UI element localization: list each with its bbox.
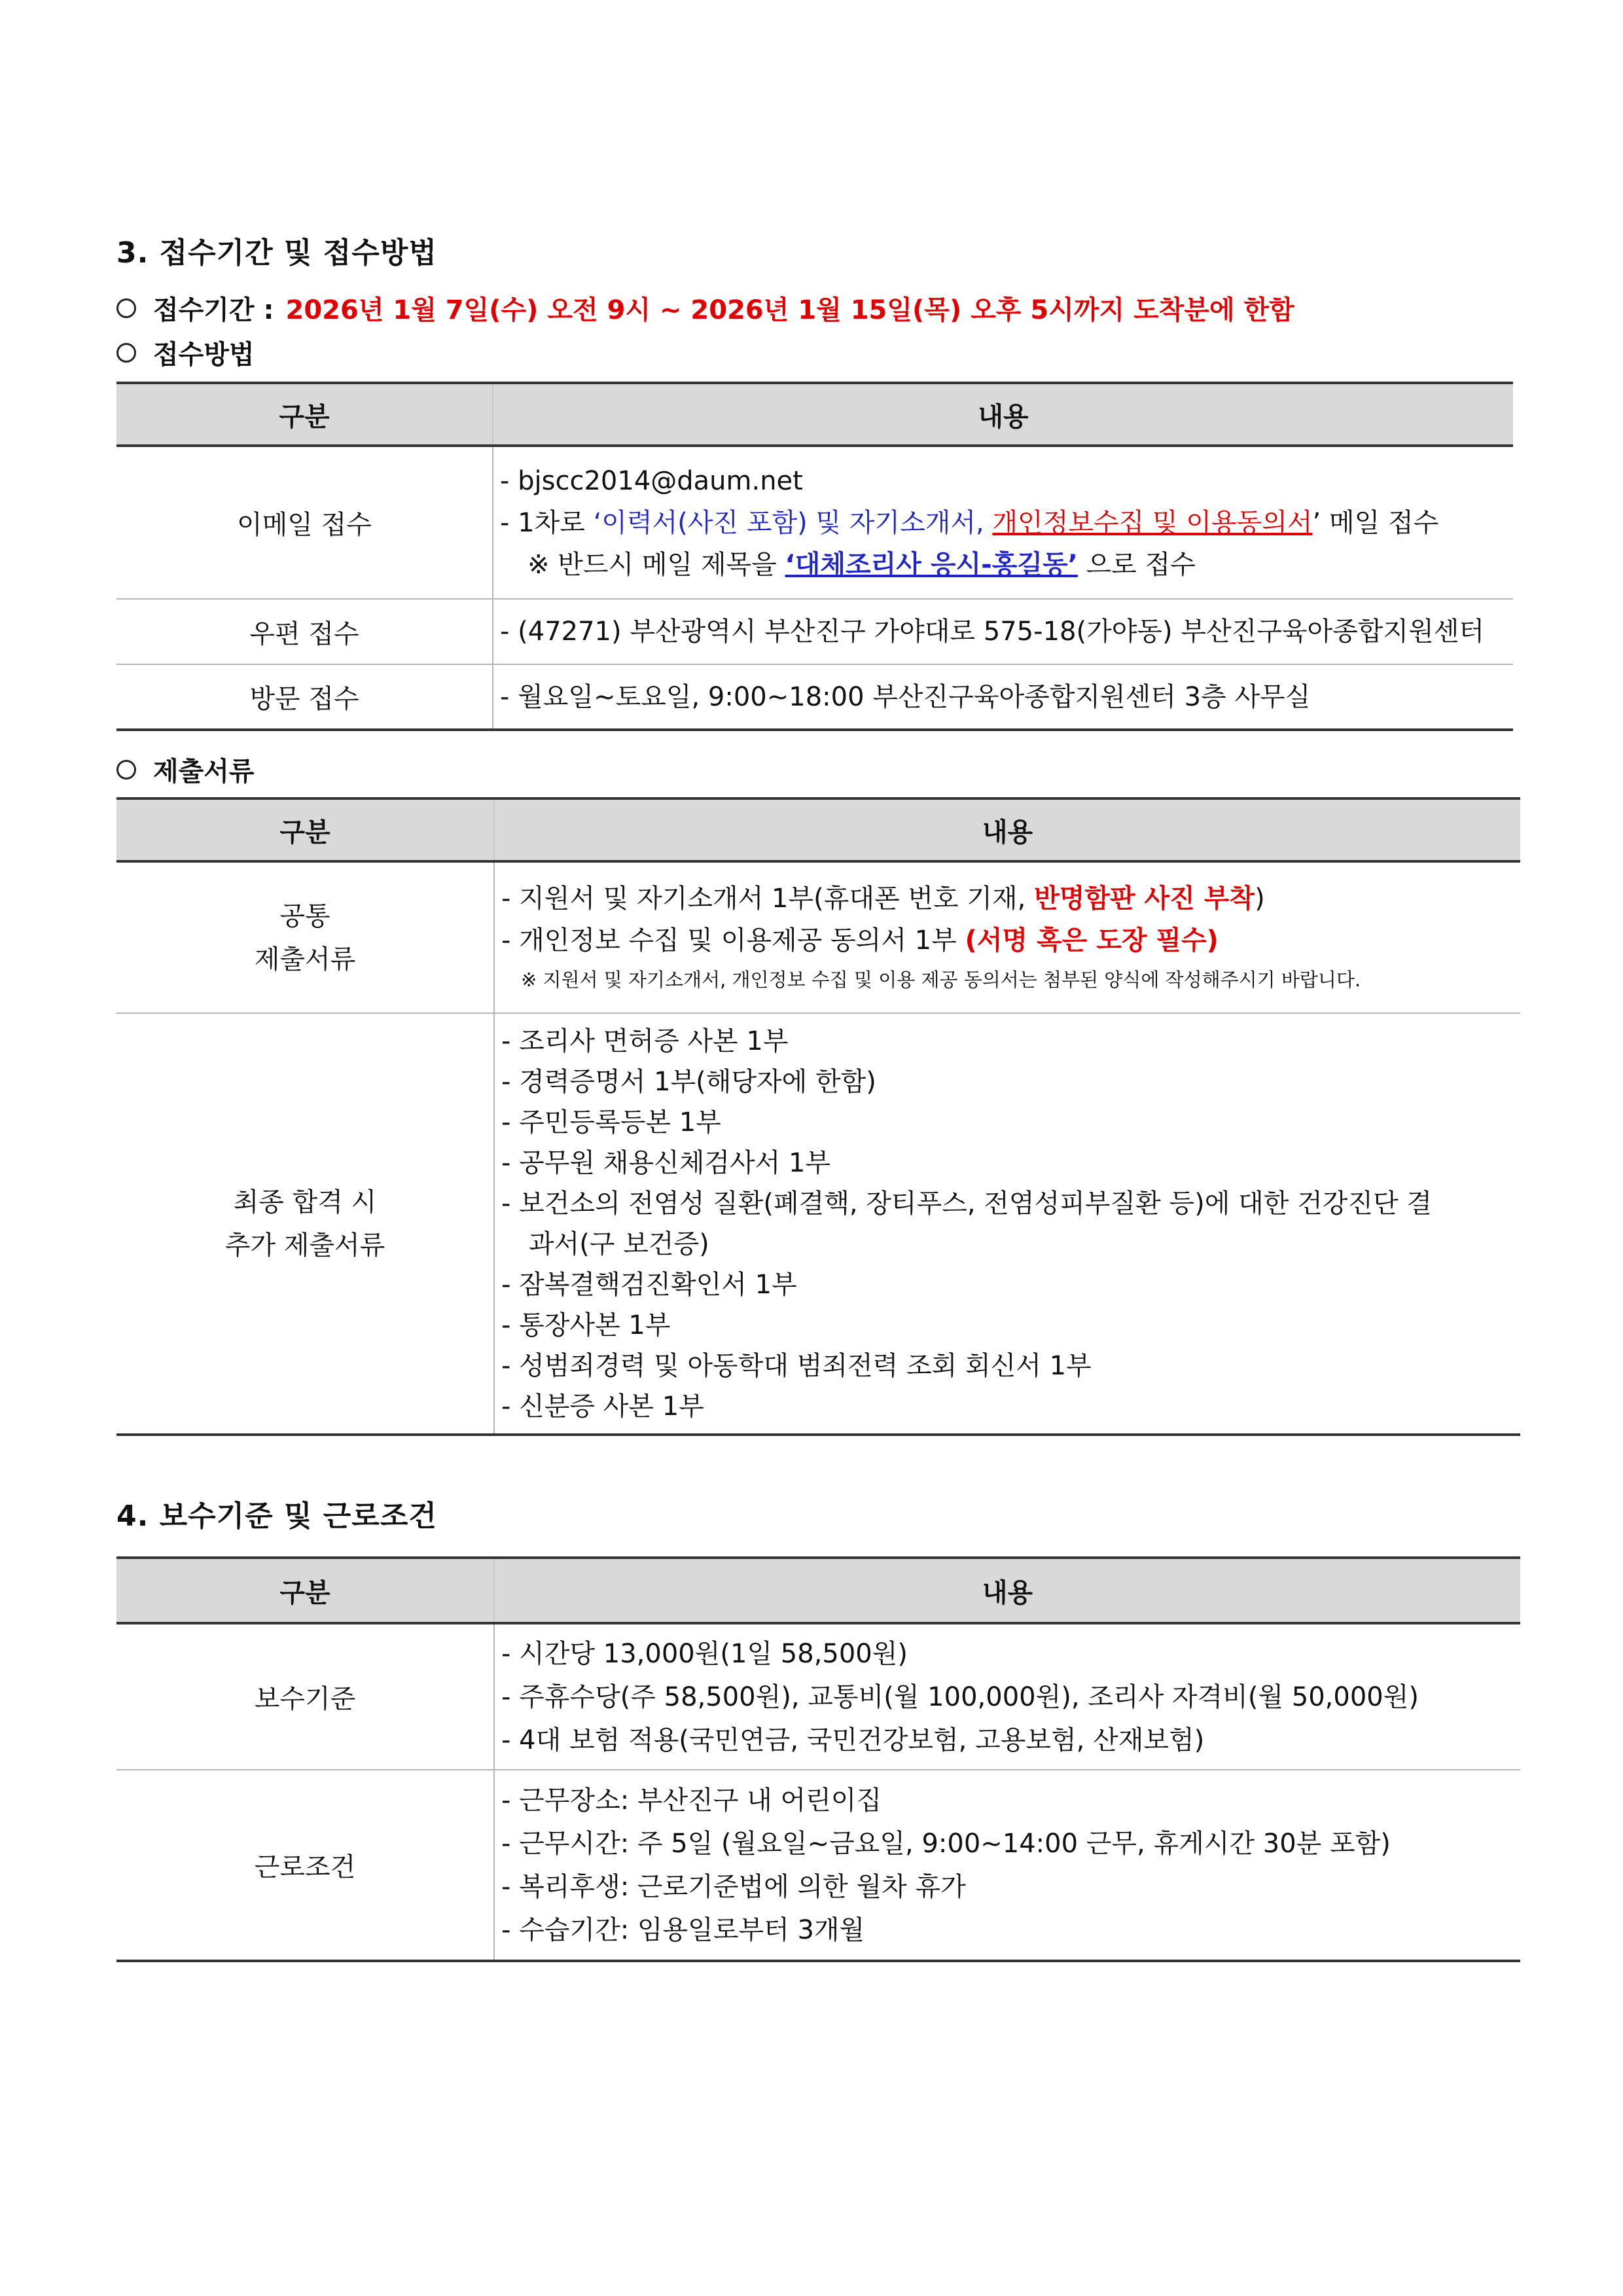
header-content: 내용 <box>494 1558 1520 1623</box>
documents-table <box>116 797 1520 1436</box>
pay-content <box>494 1623 1520 1770</box>
table-row <box>116 446 1513 599</box>
table-header-row <box>116 383 1513 446</box>
final-doc-item: - 신분증 사본 1부 <box>501 1391 704 1422</box>
circle-bullet-icon <box>116 343 136 363</box>
work-item: - 근무장소: 부산진구 내 어린이집 <box>501 1785 882 1816</box>
final-doc-item: - 통장사본 1부 <box>501 1310 671 1340</box>
header-category: 구분 <box>116 383 493 446</box>
table-row <box>116 1013 1520 1435</box>
table-row <box>116 1770 1520 1961</box>
common-doc-item: - 개인정보 수집 및 이용제공 동의서 1부 (서명 혹은 도장 필수) <box>501 925 1219 956</box>
final-doc-item: - 경력증명서 1부(해당자에 한함) <box>501 1066 876 1097</box>
reception-method-table <box>116 382 1513 731</box>
work-item: - 근무시간: 주 5일 (월요일~금요일, 9:00~14:00 근무, 휴게시간 30분 포함) <box>501 1828 1391 1859</box>
common-docs-label: 공통 제출서류 <box>116 861 494 1013</box>
final-doc-item-continued: 과서(구 보건증) <box>529 1229 709 1259</box>
final-docs-label: 최종 합격 시 추가 제출서류 <box>116 1013 494 1435</box>
post-content: - (47271) 부산광역시 부산진구 가야대로 575-18(가야동) 부산진구육아종합지원센터 <box>493 599 1513 664</box>
post-label: 우편 접수 <box>116 599 493 664</box>
work-content <box>494 1770 1520 1961</box>
pay-conditions-table <box>116 1556 1520 1962</box>
table-row <box>116 1623 1520 1770</box>
header-category: 구분 <box>116 1558 494 1623</box>
final-doc-item: - 잠복결핵검진확인서 1부 <box>501 1269 797 1300</box>
documents-label: 제출서류 <box>153 757 255 787</box>
pay-item: - 주휴수당(주 58,500원), 교통비(월 100,000원), 조리사 자격비(월 50,000원) <box>501 1681 1419 1712</box>
final-docs-content <box>494 1013 1520 1435</box>
table-header-row <box>116 1558 1520 1623</box>
email-instruction: - 1차로 ‘이력서(사진 포함) 및 자기소개서, 개인정보수집 및 이용동의서’ 메일 접수 <box>500 507 1439 538</box>
table-row <box>116 599 1513 664</box>
pay-item: - 4대 보험 적용(국민연금, 국민건강보험, 고용보험, 산재보험) <box>501 1725 1205 1755</box>
header-content: 내용 <box>493 383 1513 446</box>
section-3-title: 3. 접수기간 및 접수방법 <box>116 236 437 270</box>
work-item: - 복리후생: 근로기준법에 의한 월차 휴가 <box>501 1871 966 1902</box>
final-doc-item: - 성범죄경력 및 아동학대 범죄전력 조회 회신서 1부 <box>501 1350 1092 1381</box>
section-4-title: 4. 보수기준 및 근로조건 <box>116 1499 437 1533</box>
table-row <box>116 664 1513 730</box>
circle-bullet-icon <box>116 298 136 318</box>
documents-line <box>116 751 255 788</box>
final-doc-item: - 주민등록등본 1부 <box>501 1107 721 1138</box>
email-label: 이메일 접수 <box>116 446 493 599</box>
common-doc-item: - 지원서 및 자기소개서 1부(휴대폰 번호 기재, 반명함판 사진 부착) <box>501 883 1265 914</box>
table-row <box>116 861 1520 1013</box>
visit-content: - 월요일~토요일, 9:00~18:00 부산진구육아종합지원센터 3층 사무실 <box>493 664 1513 730</box>
email-address: - bjscc2014@daum.net <box>500 465 803 496</box>
header-content: 내용 <box>494 798 1520 861</box>
visit-label: 방문 접수 <box>116 664 493 730</box>
reception-period-label: 접수기간 : <box>153 295 274 325</box>
pay-label: 보수기준 <box>116 1623 494 1770</box>
reception-method-line <box>116 334 255 371</box>
common-docs-note: ※ 지원서 및 자기소개서, 개인정보 수집 및 이용 제공 동의서는 첨부된 양식에 작성해주시기 바랍니다. <box>521 968 1361 991</box>
work-item: - 수습기간: 임용일로부터 3개월 <box>501 1914 865 1945</box>
final-doc-item: - 보건소의 전염성 질환(폐결핵, 장티푸스, 전염성피부질환 등)에 대한 건강진단 결 <box>501 1188 1432 1219</box>
email-content <box>493 446 1513 599</box>
reception-method-label: 접수방법 <box>153 340 255 370</box>
work-label: 근로조건 <box>116 1770 494 1961</box>
final-doc-item: - 공무원 채용신체검사서 1부 <box>501 1147 831 1178</box>
reception-period-line <box>116 289 1294 327</box>
email-subject-note: ※ 반드시 메일 제목을 ‘대체조리사 응시-홍길동’ 으로 접수 <box>527 549 1196 580</box>
pay-item: - 시간당 13,000원(1일 58,500원) <box>501 1638 908 1669</box>
final-doc-item: - 조리사 면허증 사본 1부 <box>501 1026 789 1056</box>
common-docs-content <box>494 861 1520 1013</box>
circle-bullet-icon <box>116 760 136 780</box>
table-header-row <box>116 798 1520 861</box>
header-category: 구분 <box>116 798 494 861</box>
reception-period-value: 2026년 1월 7일(수) 오전 9시 ~ 2026년 1월 15일(목) 오후 5시까지 도착분에 한함 <box>285 295 1294 325</box>
